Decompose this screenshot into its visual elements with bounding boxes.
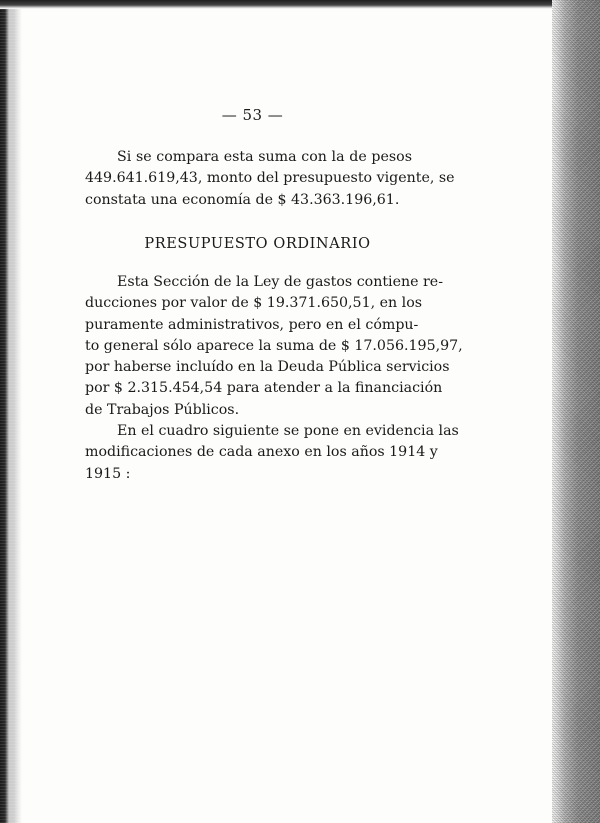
paragraph-table-intro	[85, 421, 459, 485]
paragraph-line: modificaciones de cada anexo en los años 1914 y	[85, 444, 438, 461]
paragraph-line: puramente administrativos, pero en el cómpu-	[85, 316, 419, 333]
right-scan-margin	[552, 0, 600, 823]
paragraph-line: Esta Sección de la Ley de gastos contiene re-	[117, 274, 443, 290]
paragraph-line: por haberse incluído en la Deuda Pública servicios	[85, 359, 450, 376]
paragraph-line: de Trabajos Públicos.	[85, 401, 240, 418]
section-heading: PRESUPUESTO ORDINARIO	[144, 236, 371, 252]
paragraph-section-description	[85, 272, 463, 421]
paragraph-line: 449.641.619,43, monto del presupuesto vigente, se	[85, 170, 455, 187]
paragraph-line: En el cuadro siguiente se pone en evidencia las	[117, 423, 459, 439]
page-number: — 53 —	[221, 106, 284, 124]
paragraph-line: por $ 2.315.454,54 para atender a la financiación	[85, 380, 443, 397]
top-scan-edge	[0, 0, 600, 9]
paragraph-line: Si se compara esta suma con la de pesos	[117, 149, 412, 165]
paragraph-economy	[85, 147, 455, 211]
paragraph-line: constata una economía de $ 43.363.196,61.	[85, 191, 400, 208]
paragraph-line: 1915 :	[85, 465, 131, 482]
paragraph-line: to general sólo aparece la suma de $ 17.056.195,97,	[85, 337, 463, 354]
paragraph-line: ducciones por valor de $ 19.371.650,51, en los	[85, 295, 423, 312]
